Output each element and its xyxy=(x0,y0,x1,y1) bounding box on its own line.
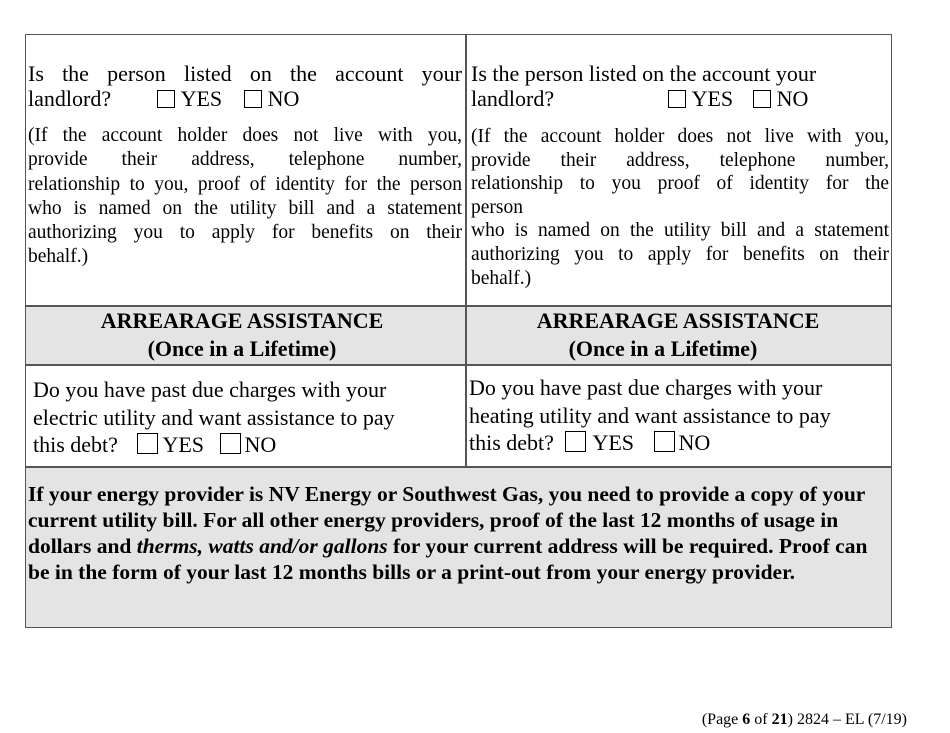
past-due-yes-checkbox-right[interactable] xyxy=(565,431,586,452)
past-due-yes-label-left: YES xyxy=(162,432,204,457)
instruction-line: behalf.) xyxy=(28,246,89,268)
row-divider xyxy=(25,364,892,366)
landlord-no-checkbox-right[interactable] xyxy=(753,90,771,108)
landlord-question-line2: landlord? xyxy=(28,86,112,111)
footer-page-number: 6 xyxy=(742,711,751,728)
landlord-instructions-left xyxy=(28,124,462,270)
past-due-no-label-left: NO xyxy=(244,432,277,457)
instruction-line: (If the account holder does not live with you, xyxy=(471,126,889,147)
past-due-no-checkbox-left[interactable] xyxy=(220,433,241,454)
column-divider xyxy=(465,34,467,467)
notice-text-part2: for your current address will be required. Proof can be in the form of your last 12 months bills or a print-out from your energy provider. xyxy=(28,534,868,584)
past-due-no-label-right: NO xyxy=(678,430,711,455)
row-divider xyxy=(25,466,892,468)
notice-text-part1: If your energy provider is NV Energy or Southwest Gas, you need to provide a copy of your current utility bill. For all other energy providers, proof of the last 12 months of usage in dollars and xyxy=(28,482,865,558)
landlord-yes-checkbox-left[interactable] xyxy=(157,90,175,108)
instruction-line: relationship to you, proof of identity for the person xyxy=(28,173,462,195)
past-due-line2: heating utility and want assistance to pay xyxy=(469,402,831,428)
past-due-line2: electric utility and want assistance to pay xyxy=(33,404,395,430)
past-due-no-checkbox-right[interactable] xyxy=(654,431,675,452)
landlord-question-line2: landlord? xyxy=(471,86,555,111)
landlord-question-right xyxy=(471,61,889,290)
landlord-instructions-right xyxy=(471,125,889,290)
footer-of: of xyxy=(750,711,772,728)
footer-prefix: (Page xyxy=(701,711,743,728)
arrearage-header-right xyxy=(467,307,891,363)
instruction-line: relationship to you proof of identity for the xyxy=(471,173,889,195)
landlord-yes-checkbox-right[interactable] xyxy=(668,90,686,108)
utility-bill-notice xyxy=(28,481,888,585)
landlord-no-label-left: NO xyxy=(267,86,300,111)
footer-form-code: ) 2824 – EL (7/19) xyxy=(787,711,907,728)
instruction-line: provide their address, telephone number, xyxy=(28,149,462,171)
instruction-line: person xyxy=(471,196,523,218)
arrearage-title: ARREARAGE ASSISTANCE xyxy=(100,308,384,333)
instruction-line: (If the account holder does not live with you, xyxy=(28,125,462,146)
landlord-yes-label-left: YES xyxy=(180,86,223,111)
past-due-line3: this debt? xyxy=(33,432,118,457)
arrearage-subtitle: (Once in a Lifetime) xyxy=(568,336,758,361)
instruction-line: behalf.) xyxy=(471,267,532,289)
past-due-yes-checkbox-left[interactable] xyxy=(137,433,158,454)
landlord-no-checkbox-left[interactable] xyxy=(244,90,262,108)
landlord-question-line1: Is the person listed on the account your xyxy=(28,61,462,86)
page-footer xyxy=(702,711,907,729)
landlord-no-label-right: NO xyxy=(776,86,809,111)
landlord-question-line1: Is the person listed on the account your xyxy=(471,61,817,86)
past-due-yes-label-right: YES xyxy=(592,430,634,455)
instruction-line: who is named on the utility bill and a statement xyxy=(28,197,462,219)
past-due-line3: this debt? xyxy=(469,430,554,455)
past-due-line1: Do you have past due charges with your xyxy=(469,375,823,400)
past-due-question-left xyxy=(33,376,463,459)
arrearage-header-left xyxy=(26,307,466,363)
past-due-question-right xyxy=(469,374,889,457)
arrearage-subtitle: (Once in a Lifetime) xyxy=(147,336,337,361)
instruction-line: who is named on the utility bill and a statement xyxy=(471,220,889,242)
instruction-line: authorizing you to apply for benefits on their xyxy=(471,243,889,265)
landlord-yes-label-right: YES xyxy=(691,86,734,111)
landlord-question-left xyxy=(28,61,462,270)
instruction-line: provide their address, telephone number, xyxy=(471,149,889,171)
instruction-line: authorizing you to apply for benefits on their xyxy=(28,222,462,244)
arrearage-title: ARREARAGE ASSISTANCE xyxy=(536,308,820,333)
notice-text-italic: therms, watts and/or gallons xyxy=(136,534,388,558)
past-due-line1: Do you have past due charges with your xyxy=(33,377,387,402)
footer-total-pages: 21 xyxy=(771,711,788,728)
